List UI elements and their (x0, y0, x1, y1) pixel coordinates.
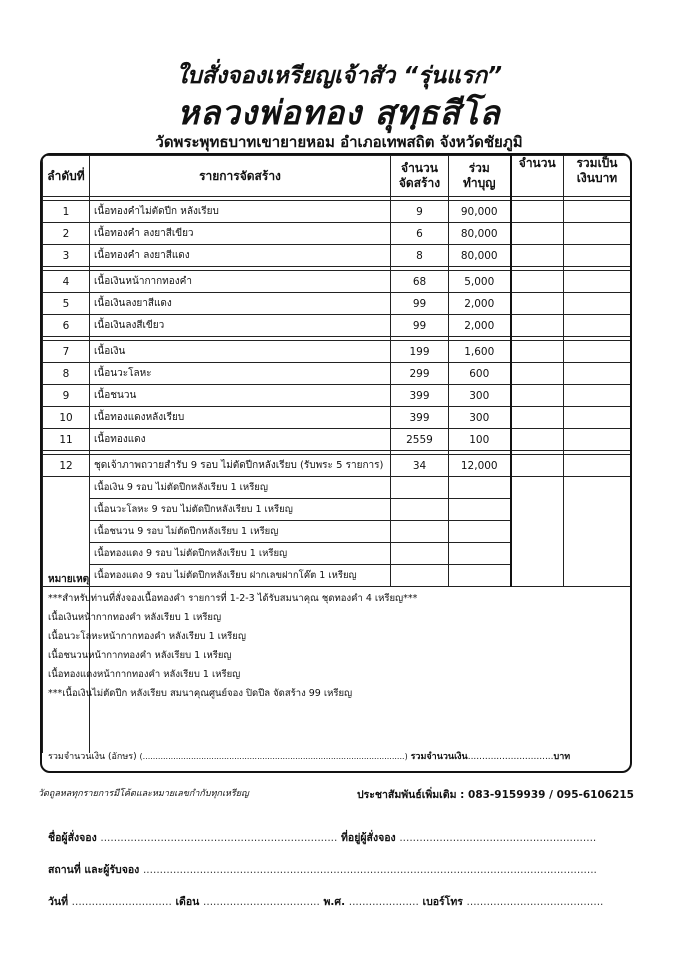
row-price: 100 (449, 429, 511, 451)
row-price: 80,000 (449, 245, 511, 267)
row-price: 5,000 (449, 271, 511, 293)
set-item-amount-blank (511, 521, 564, 543)
phone-field[interactable]: ......................................... (466, 896, 604, 908)
row-amount-input[interactable] (511, 363, 564, 385)
table-row (43, 407, 631, 429)
set-item-made-blank (391, 477, 449, 499)
row-made: 399 (391, 385, 449, 407)
address-label: ที่อยู่ผู้สั่งจอง (341, 832, 396, 844)
row-total-input[interactable] (564, 363, 631, 385)
row-number: 4 (43, 271, 90, 293)
table-row (43, 455, 631, 477)
row-number: 12 (43, 455, 90, 477)
col-header-no: ลำดับที่ (43, 156, 90, 197)
remarks-section (48, 570, 417, 703)
row-number: 5 (43, 293, 90, 315)
row-price: 300 (449, 407, 511, 429)
remarks-line: เนื้อเงินหน้ากากทองคำ หลังเรียบ 1 เหรียญ (48, 612, 222, 623)
set-item-amount-blank (511, 565, 564, 587)
row-total-input[interactable] (564, 407, 631, 429)
set-item-no-blank (43, 521, 90, 543)
total-words-label: รวมจำนวนเงิน (อักษร) (48, 752, 137, 762)
table-row (43, 363, 631, 385)
set-item-amount-blank (511, 477, 564, 499)
total-sum-field[interactable]: .............................. (467, 752, 554, 762)
set-item-made-blank (391, 543, 449, 565)
row-item: เนื้อทองแดง (90, 429, 391, 451)
set-item-price-blank (449, 543, 511, 565)
total-sum-label: รวมจำนวนเงิน (410, 752, 468, 762)
table-header-row (43, 156, 631, 197)
row-made: 9 (391, 201, 449, 223)
row-made: 68 (391, 271, 449, 293)
set-item-made-blank (391, 499, 449, 521)
set-item: เนื้อนวะโลหะ 9 รอบ ไม่ตัดปีกหลังเรียบ 1 เหรียญ (90, 499, 391, 521)
total-words-field[interactable]: (.......................................................................................................) (139, 752, 408, 761)
row-amount-input[interactable] (511, 429, 564, 451)
footer-contact: ประชาสัมพันธ์เพิ่มเติม : 083-9159939 / 095-6106215 (356, 789, 634, 801)
remarks-line: ***สำหรับท่านที่สั่งจองเนื้อทองคำ รายการที่ 1-2-3 ได้รับสมนาคุณ ชุดทองคำ 4 เหรียญ*** (48, 593, 418, 604)
row-number: 6 (43, 315, 90, 337)
set-item-total-blank (564, 543, 631, 565)
row-amount-input[interactable] (511, 407, 564, 429)
row-price: 80,000 (449, 223, 511, 245)
row-amount-input[interactable] (511, 223, 564, 245)
total-line (48, 749, 630, 763)
form-title: ใบสั่งจองเหรียญเจ้าสัว “รุ่นแรก” (175, 63, 503, 89)
set-item-total-blank (564, 477, 631, 499)
row-amount-input[interactable] (511, 385, 564, 407)
row-made: 399 (391, 407, 449, 429)
table-row (43, 385, 631, 407)
form-row-place (48, 861, 630, 878)
address-field[interactable]: ........................................................... (399, 832, 597, 844)
row-made: 34 (391, 455, 449, 477)
row-item: เนื้อนวะโลหะ (90, 363, 391, 385)
row-amount-input[interactable] (511, 201, 564, 223)
table-row (43, 245, 631, 267)
set-item-total-blank (564, 521, 631, 543)
row-item: เนื้อเงินหน้ากากทองคำ (90, 271, 391, 293)
row-price: 2,000 (449, 315, 511, 337)
row-item: ชุดเจ้าภาพถวายสำรับ 9 รอบ ไม่ตัดปีกหลังเรียบ (รับพระ 5 รายการ) (90, 455, 391, 477)
row-total-input[interactable] (564, 293, 631, 315)
set-item-total-blank (564, 499, 631, 521)
row-item: เนื้อทองแดงหลังเรียบ (90, 407, 391, 429)
row-amount-input[interactable] (511, 271, 564, 293)
row-number: 2 (43, 223, 90, 245)
temple-address: วัดพระพุทธบาทเขายายหอม อำเภอเทพสถิต จังหวัดชัยภูมิ (155, 133, 523, 151)
set-item-no-blank (43, 499, 90, 521)
month-label: เดือน (175, 896, 200, 908)
row-item: เนื้อทองคำไม่ตัดปีก หลังเรียบ (90, 201, 391, 223)
row-made: 8 (391, 245, 449, 267)
col-header-amount: จำนวน (511, 156, 564, 197)
row-number: 3 (43, 245, 90, 267)
row-item: เนื้อเงินลงยาสีแดง (90, 293, 391, 315)
form-row-date (48, 893, 630, 910)
row-number: 7 (43, 341, 90, 363)
table-row (43, 315, 631, 337)
row-price: 600 (449, 363, 511, 385)
row-item: เนื้อเงินลงสีเขียว (90, 315, 391, 337)
table-row (43, 293, 631, 315)
row-price: 1,600 (449, 341, 511, 363)
row-item: เนื้อเงิน (90, 341, 391, 363)
row-number: 8 (43, 363, 90, 385)
set-item-amount-blank (511, 499, 564, 521)
row-amount-input[interactable] (511, 245, 564, 267)
row-made: 2559 (391, 429, 449, 451)
remarks-line: ***เนื้อเงินไม่ตัดปีก หลังเรียบ สมนาคุณศูนย์จอง ปิดปีล จัดสร้าง 99 เหรียญ (48, 688, 353, 699)
set-item: เนื้อทองแดง 9 รอบ ไม่ตัดปีกหลังเรียบ ฝากเลขฝากโค๊ต 1 เหรียญ (90, 565, 391, 587)
row-item: เนื้อชนวน (90, 385, 391, 407)
table-row (43, 223, 631, 245)
footer-note: วัดถูลหลทุกรายการมีโค้ตและหมายเลขกำกับทุกเหรียญ (38, 789, 249, 799)
set-item-price-blank (449, 521, 511, 543)
set-item-price-blank (449, 565, 511, 587)
set-item: เนื้อชนวน 9 รอบ ไม่ตัดปีกหลังเรียบ 1 เหรียญ (90, 521, 391, 543)
set-item-row (43, 477, 631, 499)
row-made: 199 (391, 341, 449, 363)
row-amount-input[interactable] (511, 293, 564, 315)
row-total-input[interactable] (564, 223, 631, 245)
place-field[interactable]: ........................................................................................................................................ (142, 864, 597, 876)
day-label: วันที่ (48, 896, 68, 908)
row-made: 99 (391, 315, 449, 337)
table-row (43, 429, 631, 451)
year-label: พ.ศ. (323, 896, 346, 908)
name-field[interactable]: ....................................................................... (100, 832, 338, 844)
col-header-price: ร่วมทำบุญ (449, 156, 511, 197)
row-amount-input[interactable] (511, 455, 564, 477)
total-unit: บาท (553, 752, 571, 762)
row-number: 11 (43, 429, 90, 451)
set-item-price-blank (449, 499, 511, 521)
remarks-line: เนื้อชนวนหน้ากากทองคำ หลังเรียบ 1 เหรียญ (48, 650, 232, 661)
row-amount-input[interactable] (511, 341, 564, 363)
set-item-made-blank (391, 521, 449, 543)
row-total-input[interactable] (564, 315, 631, 337)
row-total-input[interactable] (564, 201, 631, 223)
table-row (43, 271, 631, 293)
set-item-amount-blank (511, 543, 564, 565)
col-header-total: รวมเป็นเงินบาท (564, 156, 631, 197)
set-item-price-blank (449, 477, 511, 499)
row-item: เนื้อทองคำ ลงยาสีเขียว (90, 223, 391, 245)
row-total-input[interactable] (564, 429, 631, 451)
name-label: ชื่อผู้สั่งจอง (48, 832, 97, 844)
row-made: 99 (391, 293, 449, 315)
set-item-total-blank (564, 565, 631, 587)
row-made: 6 (391, 223, 449, 245)
table-row (43, 341, 631, 363)
place-label: สถานที่ และผู้รับจอง (48, 864, 140, 876)
row-total-input[interactable] (564, 385, 631, 407)
row-price: 2,000 (449, 293, 511, 315)
set-item: เนื้อเงิน 9 รอบ ไม่ตัดปีกหลังเรียบ 1 เหรียญ (90, 477, 391, 499)
set-item-no-blank (43, 543, 90, 565)
set-item-row (43, 499, 631, 521)
col-header-made: จำนวนจัดสร้าง (391, 156, 449, 197)
remarks-line: เนื้อทองแดงหน้ากากทองคำ หลังเรียบ 1 เหรียญ (48, 669, 241, 680)
row-amount-input[interactable] (511, 315, 564, 337)
col-header-item: รายการจัดสร้าง (90, 156, 391, 197)
row-number: 9 (43, 385, 90, 407)
remarks-heading: หมายเหตุ (48, 574, 90, 585)
row-price: 90,000 (449, 201, 511, 223)
set-item-row (43, 521, 631, 543)
day-field[interactable]: .............................. (71, 896, 172, 908)
row-total-input[interactable] (564, 271, 631, 293)
remarks-line: เนื้อนวะโลหะหน้ากากทองคำ หลังเรียบ 1 เหรียญ (48, 631, 246, 642)
form-row-name (48, 829, 630, 846)
row-made: 299 (391, 363, 449, 385)
row-total-input[interactable] (564, 455, 631, 477)
set-item: เนื้อทองแดง 9 รอบ ไม่ตัดปีกหลังเรียบ 1 เหรียญ (90, 543, 391, 565)
row-price: 300 (449, 385, 511, 407)
row-total-input[interactable] (564, 245, 631, 267)
row-total-input[interactable] (564, 341, 631, 363)
year-field[interactable]: ..................... (348, 896, 419, 908)
row-item: เนื้อทองคำ ลงยาสีแดง (90, 245, 391, 267)
row-number: 10 (43, 407, 90, 429)
month-field[interactable]: ................................... (203, 896, 320, 908)
row-price: 12,000 (449, 455, 511, 477)
monk-name: หลวงพ่อทอง สุทฺธสีโล (177, 93, 501, 132)
table-row (43, 201, 631, 223)
phone-label: เบอร์โทร (422, 896, 463, 908)
set-item-row (43, 543, 631, 565)
row-number: 1 (43, 201, 90, 223)
set-item-no-blank (43, 477, 90, 499)
